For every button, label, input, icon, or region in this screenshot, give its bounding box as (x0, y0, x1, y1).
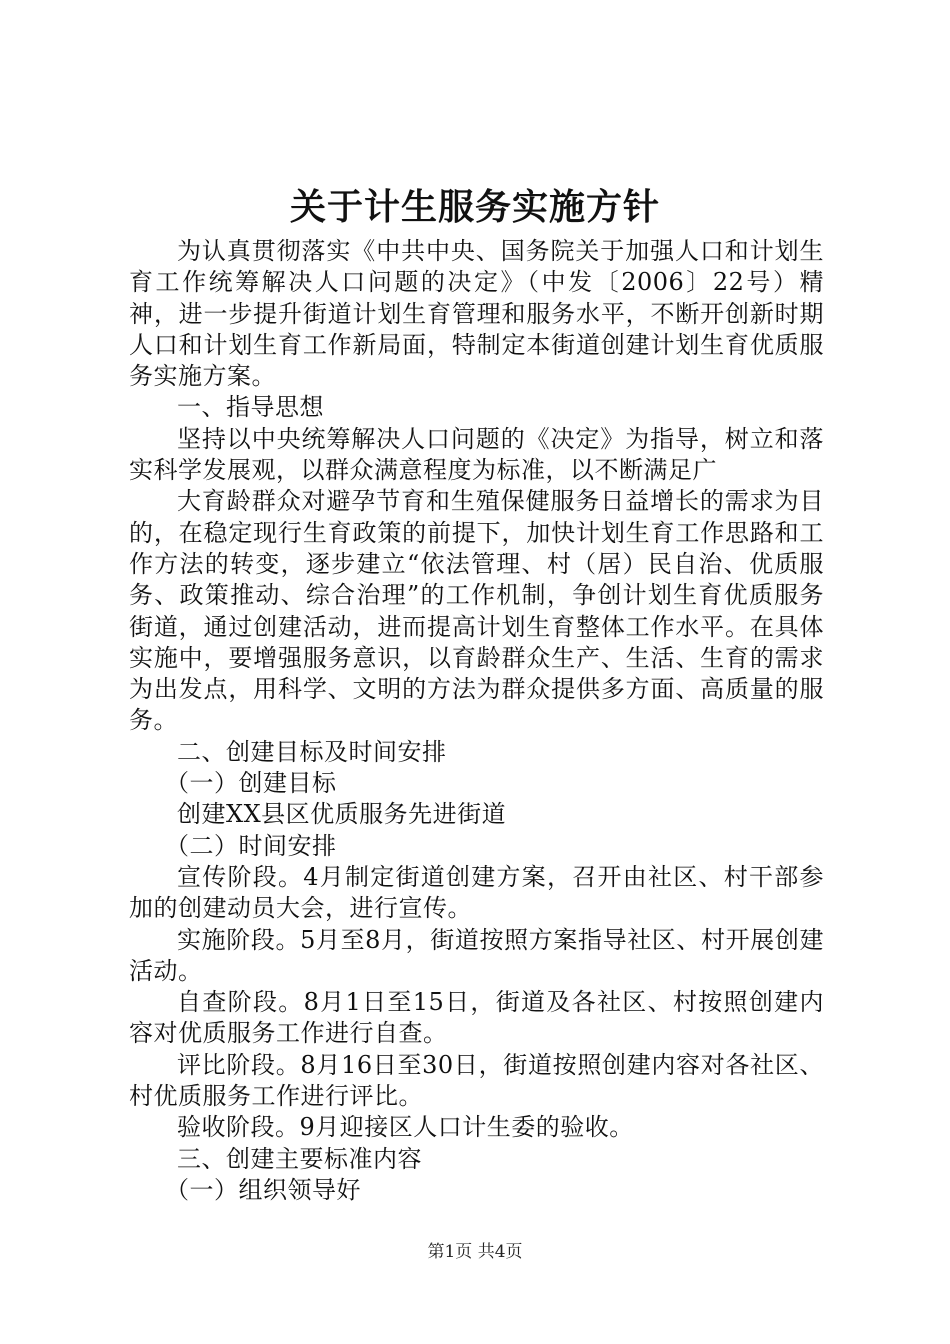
subheading-schedule: （二）时间安排 (165, 831, 337, 860)
paragraph-guiding-ideology-1: 坚持以中央统筹解决人口问题的《决定》为指导，树立和落实科学发展观，以群众满意程度为标准，以不断满足广 (129, 424, 824, 485)
paragraph-intro: 为认真贯彻落实《中共中央、国务院关于加强人口和计划生育工作统筹解决人口问题的决定》（中发〔2006〕22号）精神，进一步提升街道计划生育管理和服务水平，不断开创新时期人口和计划生育工作新局面，特制定本街道创建计划生育优质服务实施方案。 (129, 237, 824, 391)
section-heading-standards: 三、创建主要标准内容 (177, 1144, 422, 1173)
paragraph-guiding-ideology-2: 大育龄群众对避孕节育和生殖保健服务日益增长的需求为目的，在稳定现行生育政策的前提下，加快计划生育工作思路和工作方法的转变，逐步建立“依法管理、村（居）民自治、优质服务、政策推动、综合治理”的工作机制，争创计划生育优质服务街道，通过创建活动，进而提高计划生育整体工作水平。在具体实施中，要增强服务意识，以育龄群众生产、生活、生育的需求为出发点，用科学、文明的方法为群众提供多方面、高质量的服务。 (129, 487, 824, 735)
paragraph-schedule-implementation: 实施阶段。5月至8月，街道按照方案指导社区、村开展创建活动。 (129, 925, 824, 985)
paragraph-schedule-evaluation: 评比阶段。8月16日至30日，街道按照创建内容对各社区、村优质服务工作进行评比。 (129, 1050, 824, 1111)
document-title: 关于计生服务实施方针 (289, 187, 660, 228)
section-heading-guiding-ideology: 一、指导思想 (177, 393, 324, 422)
subheading-organization: （一）组织领导好 (165, 1175, 361, 1204)
paragraph-schedule-acceptance: 验收阶段。9月迎接区人口计生委的验收。 (177, 1113, 634, 1142)
document-body (129, 236, 824, 1206)
subheading-goals: （一）创建目标 (165, 769, 337, 798)
page-number-footer: 第1页 共4页 (427, 1242, 523, 1262)
paragraph-goal: 创建XX县区优质服务先进街道 (177, 800, 507, 829)
section-heading-goals-schedule: 二、创建目标及时间安排 (177, 737, 447, 766)
paragraph-schedule-publicity: 宣传阶段。4月制定街道创建方案，召开由社区、村干部参加的创建动员大会，进行宣传。 (129, 862, 824, 923)
paragraph-schedule-self-check: 自查阶段。8月1日至15日，街道及各社区、村按照创建内容对优质服务工作进行自查。 (129, 988, 824, 1048)
